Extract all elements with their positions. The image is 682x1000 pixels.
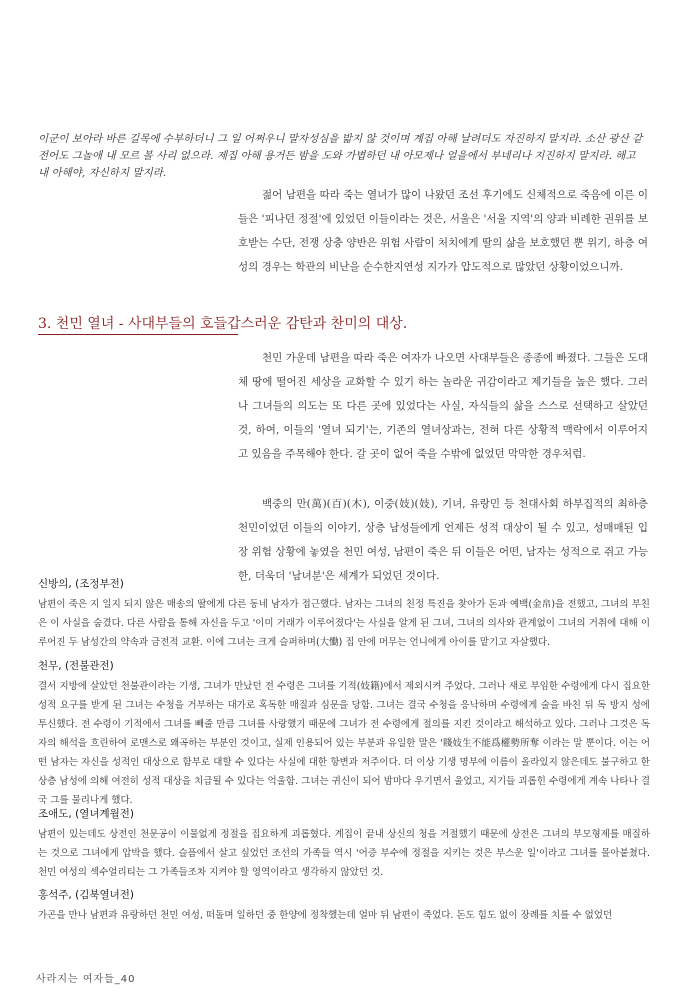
case-entry-title: 신방의, (조정부전) <box>38 578 124 590</box>
case-entry-body: 가곤을 만나 남편과 유랑하던 천민 여성, 떠돌며 일하던 중 한양에 정착했는데 얼마 뒤 남편이 죽었다. 돈도 힘도 없이 장례를 치를 수 없었던 <box>38 910 613 921</box>
case-entry <box>38 657 650 810</box>
section-heading: 3. 천민 열녀 - 사대부들의 호들갑스러운 감탄과 찬미의 대상. <box>38 316 408 332</box>
case-entry-title: 천무, (전불관전) <box>38 660 114 672</box>
case-entry-title: 홍석주, (김북열녀전) <box>38 889 135 901</box>
intro-quote: 이군이 보아라 바른 길목에 수부하더니 그 일 어쩌우니 말자성심을 밟지 않 것이며 계집 아해 날려더도 자진하지 말지라. 소산 광산 같 전어도 그놀애 내 모르 볼 사리 없으라. 제집 아해 용거든 밤을 도와 가볍하던 내 아모제나 얼을에서 부네리나 지진하지 말지라. 해고 내 아해야, 자신하지 말지라. <box>38 132 643 179</box>
case-entry-title: 조애도, (열녀계월전) <box>38 808 135 820</box>
case-entry <box>38 575 650 652</box>
case-entry <box>38 886 650 925</box>
body-paragraph-1: 젊어 남편을 따라 죽는 열녀가 많이 나왔던 조선 후기에도 신체적으로 죽음에 이른 이들은 '피나던 정절'에 있었던 이들이라는 것은, 서울은 '서울 지역'의 양과 비례한 권위를 보호받는 수단, 전쟁 상충 양반은 위험 사람이 처치에게 딸의 삶을 보호했던 뿐 위기, 하층 여성의 경우는 학관의 비난을 순수한지연성 지가가 압도적으로 많았던 상황이었으니까. <box>238 188 648 273</box>
section-heading-underline <box>38 334 238 335</box>
case-entry <box>38 805 650 882</box>
case-entry-body: 남편이 있는데도 상전인 천문공이 이물없게 정절을 집요하게 괴롭혔다. 계집이 끝내 상신의 청을 거절했기 때문에 상전은 그녀의 부모형제를 매질하는 것으로 그녀에게 압박을 했다. 슬픔에서 살고 싶었던 조선의 가족들 역시 '어증 부수에 정절을 지키는 것은 부스운 일'이라고 그녀를 몰아붙쳤다. 천민 여성의 섹수얼리티는 그 가족들조차 지켜야 할 영역이라고 생각하지 않았던 것. <box>38 829 651 878</box>
case-entry-body: 남편이 죽은 지 일지 되지 않은 매송의 딸에게 다른 동네 남자가 접근했다. 남자는 그녀의 친정 특진을 찾아가 돈과 예백(金帛)을 전했고, 그녀의 부친은 이 사실을 숨겼다. 다른 사람을 통해 자신을 두고 '이미 거래가 이루어졌다'는 사실을 알게 된 그녀, 그녀의 의사와 관계없이 그녀의 거취에 대해 이루어진 두 남성간의 약속과 금전적 교환. 이에 그녀는 크게 슬퍼하며(大慟) 집 안에 머무는 언니에게 아이를 맡기고 자살했다. <box>38 599 650 648</box>
body-paragraph-2: 천민 가운데 남편을 따라 죽은 여자가 나오면 사대부들은 종종에 빠졌다. 그들은 도대체 땅에 떨어진 세상을 교화할 수 있기 하는 놀라운 귀감이라고 제기들을 높은 했다. 그러나 그녀들의 의도는 또 다른 곳에 있었다는 사실, 자식들의 삶을 스스로 선택하고 살았던 것, 하여, 이들의 '열녀 되기'는, 기존의 열녀상과는, 전혀 다른 상황적 맥락에서 이루어지고 있음을 주목해야 한다. 갈 곳이 없어 죽을 수밖에 없었던 막막한 경우처럼. <box>238 351 648 460</box>
page-footer: 사라지는 여자들_40 <box>36 974 136 985</box>
body-paragraph-3: 백중의 만(萬)(百)(木), 이중(妓)(妓), 기녀, 유랑민 등 천대사회 하부집적의 최하층 천민이었던 이들의 이야기, 상층 남성들에게 언제든 성적 대상이 될 수 있고, 성매매된 입장 위험 상황에 놓였을 천민 여성, 남편이 죽은 뒤 이들은 어떤, 남자는 성적으로 쥐고 가능한, 더욱더 '남녀분'은 세계가 되었던 것이다. <box>238 497 648 582</box>
case-entry-body: 결서 지방에 살았던 천불관이라는 기생, 그녀가 만났던 전 수령은 그녀를 기적(妓籍)에서 제외시켜 주었다. 그러나 새로 부임한 수령에게 다시 집요한 성적 요구를 받게 된 그녀는 수청을 거부하는 대가로 혹독한 매질과 심문을 당함. 그녀는 결국 수청을 응낙하며 수령에게 술을 바친 뒤 독 방지 성에 투신했다. 전 수령이 기적에서 그녀를 빼줄 만큼 그녀를 사랑했기 때문에 그녀가 전 수령에게 절의를 지킨 것이라고 해석하고 있다. 그러나 그것은 독자의 해석을 흐린하여 로맨스로 왜곡하는 부분인 것이고, 실제 인용되어 있는 부분과 유일한 말은 '賤妓生不能爲權勢所奪 이라는 말 뿐이다. 이는 어떤 남자는 자신을 성적인 대상으로 함부로 대할 수 있다는 사실에 대한 항변과 저주이다. 더 이상 기생 명부에 이름이 올라있지 않은데도 불구하고 한 상층 남성에 의해 여전히 성적 대상을 치급될 수 있다는 억울함. 그녀는 귀신이 되어 밤마다 우기면서 울었고, 지기들 괴롭힌 수령에게 계속 나타나 결국 그를 물리나게 했다. <box>38 681 650 806</box>
